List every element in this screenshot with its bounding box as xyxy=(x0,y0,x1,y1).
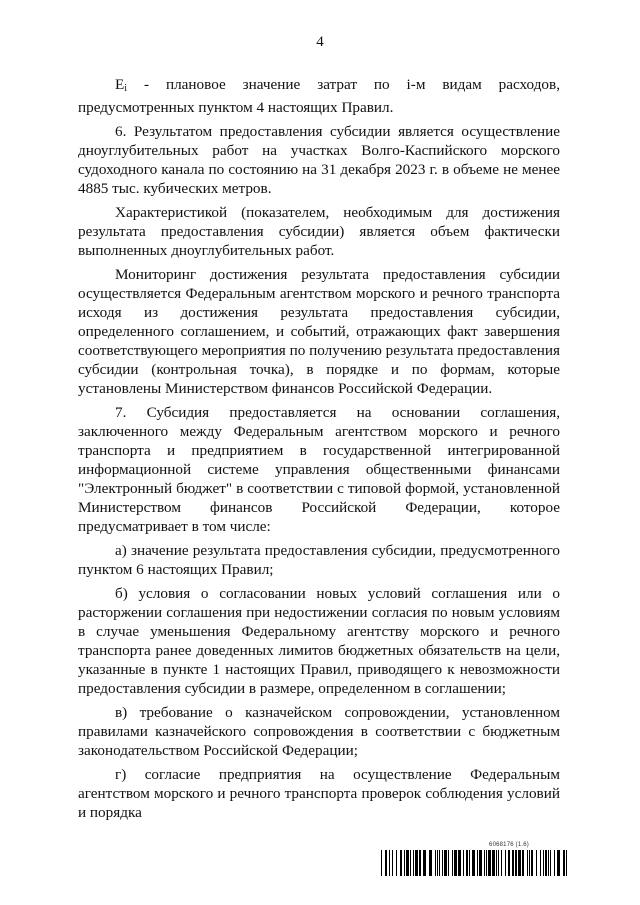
page-number: 4 xyxy=(316,34,324,50)
list-item-b: б) условия о согласовании новых условий соглашения или о расторжении соглашения при недостижении согласия по новым условиям в случае уменьшения Федеральному агентству морского и речного транспорта ранее доведенных лимитов бюджетных обязательств на цели, указанные в пункте 1 настоящих Правил, приводящего к невозможности предоставления субсидии в размере, определенном в соглашении; xyxy=(78,585,560,697)
document-barcode xyxy=(381,842,567,876)
list-item-v: в) требование о казначейском сопровождении, установленном правилами казначейского сопровождения в соответствии с бюджетным законодательством Российской Федерации; xyxy=(78,703,560,759)
list-item-g: г) согласие предприятия на осуществление Федеральным агентством морского и речного транспорта проверок соблюдения условий и порядка xyxy=(78,765,560,821)
formula-symbol-subscript: i xyxy=(124,83,128,94)
formula-description: - плановое значение затрат по i-м видам расходов, предусмотренных пунктом 4 настоящих Правил. xyxy=(78,76,560,116)
barcode-label: 6068176 (1.6) xyxy=(489,842,529,848)
barcode-icon xyxy=(381,850,567,876)
paragraph-formula-variable xyxy=(78,76,560,118)
paragraph-subsidy-result: 6. Результатом предоставления субсидии является осуществление дноуглубительных работ на участках Волго-Каспийского морского судоходного канала по состоянию на 31 декабря 2023 г. в объеме не менее 4885 тыс. кубических метров. xyxy=(78,123,560,197)
list-item-a: а) значение результата предоставления субсидии, предусмотренного пунктом 6 настоящих Правил; xyxy=(78,541,560,578)
formula-symbol: E xyxy=(115,76,125,93)
paragraph-monitoring: Мониторинг достижения результата предоставления субсидии осуществляется Федеральным агентством морского и речного транспорта исходя из достижения результата предоставления субсидии, определенного соглашением, и событий, отражающих факт завершения соответствующего мероприятия по получению результата предоставления субсидии (контрольная точка), в порядке и по формам, которые установлены Министерством финансов Российской Федерации. xyxy=(78,266,560,397)
document-body xyxy=(78,76,560,823)
paragraph-characteristic: Характеристикой (показателем, необходимым для достижения результата предоставления субсидии) является объем фактически выполненных дноуглубительных работ. xyxy=(78,204,560,260)
paragraph-agreement: 7. Субсидия предоставляется на основании соглашения, заключенного между Федеральным агентством морского и речного транспорта и предприятием в государственной интегрированной информационной системе управления общественными финансами "Электронный бюджет" в соответствии с типовой формой, установленной Министерством финансов Российской Федерации, которое предусматривает в том числе: xyxy=(78,404,560,535)
